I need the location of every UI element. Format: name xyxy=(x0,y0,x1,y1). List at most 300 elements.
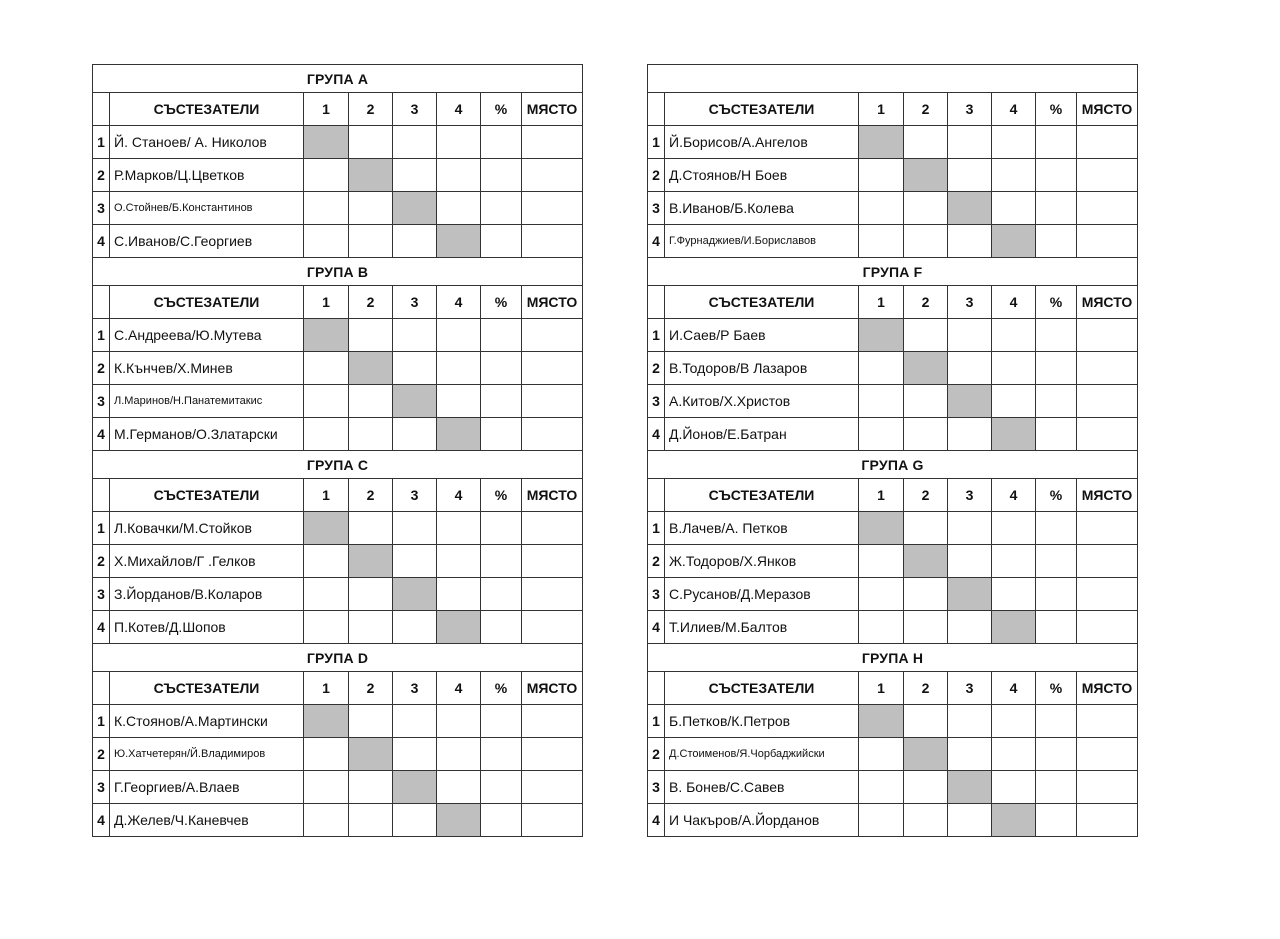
score-cell[interactable] xyxy=(393,352,437,385)
percent-cell[interactable] xyxy=(1036,352,1077,385)
place-cell[interactable] xyxy=(1077,159,1138,192)
score-cell[interactable] xyxy=(393,512,437,545)
right-groups-table xyxy=(647,64,1138,837)
percent-cell[interactable] xyxy=(1036,126,1077,159)
score-cell[interactable] xyxy=(859,738,904,771)
score-cell[interactable] xyxy=(859,611,904,644)
percent-cell[interactable] xyxy=(481,319,522,352)
player-number: 1 xyxy=(93,705,110,738)
player-name: Д.Йонов/Е.Батран xyxy=(665,418,859,451)
place-cell[interactable] xyxy=(1077,611,1138,644)
score-cell[interactable] xyxy=(349,578,393,611)
percent-cell[interactable] xyxy=(481,705,522,738)
header-col-3: 3 xyxy=(393,672,437,705)
percent-cell[interactable] xyxy=(481,385,522,418)
score-cell[interactable] xyxy=(304,418,349,451)
header-blank-cell xyxy=(648,286,665,319)
score-cell[interactable] xyxy=(393,545,437,578)
player-name: Й.Борисов/А.Ангелов xyxy=(665,126,859,159)
self-match-shaded-cell xyxy=(349,545,393,578)
score-cell[interactable] xyxy=(948,545,992,578)
score-cell[interactable] xyxy=(349,705,393,738)
place-cell[interactable] xyxy=(1077,545,1138,578)
header-competitors: СЪСТЕЗАТЕЛИ xyxy=(665,672,859,705)
group-header-row xyxy=(648,286,1138,319)
score-cell[interactable] xyxy=(437,159,481,192)
score-cell[interactable] xyxy=(904,771,948,804)
score-cell[interactable] xyxy=(393,611,437,644)
percent-cell[interactable] xyxy=(481,512,522,545)
self-match-shaded-cell xyxy=(992,418,1036,451)
header-col-2: 2 xyxy=(349,672,393,705)
right-groups-sheet xyxy=(647,64,1137,837)
score-cell[interactable] xyxy=(393,159,437,192)
self-match-shaded-cell xyxy=(859,512,904,545)
header-col-1: 1 xyxy=(304,286,349,319)
player-number: 1 xyxy=(648,705,665,738)
player-name: Л.Маринов/Н.Панатемитакис xyxy=(110,385,304,418)
self-match-shaded-cell xyxy=(304,705,349,738)
percent-cell[interactable] xyxy=(1036,578,1077,611)
score-cell[interactable] xyxy=(304,804,349,837)
header-competitors: СЪСТЕЗАТЕЛИ xyxy=(665,479,859,512)
header-col-4: 4 xyxy=(437,672,481,705)
group-title-row xyxy=(648,451,1138,479)
score-cell[interactable] xyxy=(904,319,948,352)
player-name: Д.Стоименов/Я.Чорбаджийски xyxy=(665,738,859,771)
player-number: 2 xyxy=(93,159,110,192)
header-place: МЯСТО xyxy=(1077,672,1138,705)
score-cell[interactable] xyxy=(948,126,992,159)
left-groups-table xyxy=(92,64,583,837)
score-cell[interactable] xyxy=(904,192,948,225)
place-cell[interactable] xyxy=(522,225,583,258)
player-name: Й. Станоев/ А. Николов xyxy=(110,126,304,159)
score-cell[interactable] xyxy=(437,771,481,804)
score-cell[interactable] xyxy=(992,192,1036,225)
player-number: 3 xyxy=(648,192,665,225)
score-cell[interactable] xyxy=(859,418,904,451)
player-number: 2 xyxy=(648,352,665,385)
place-cell[interactable] xyxy=(522,705,583,738)
player-number: 1 xyxy=(648,319,665,352)
score-cell[interactable] xyxy=(992,512,1036,545)
player-row xyxy=(648,225,1138,258)
score-cell[interactable] xyxy=(992,771,1036,804)
header-col-1: 1 xyxy=(304,672,349,705)
player-row xyxy=(93,545,583,578)
score-cell[interactable] xyxy=(349,771,393,804)
percent-cell[interactable] xyxy=(481,225,522,258)
header-blank-cell xyxy=(648,479,665,512)
player-name: Г.Фурнаджиев/И.Бориславов xyxy=(665,225,859,258)
self-match-shaded-cell xyxy=(948,771,992,804)
score-cell[interactable] xyxy=(904,385,948,418)
place-cell[interactable] xyxy=(1077,225,1138,258)
self-match-shaded-cell xyxy=(437,611,481,644)
score-cell[interactable] xyxy=(304,385,349,418)
group-title-row xyxy=(93,65,583,93)
header-col-1: 1 xyxy=(304,479,349,512)
score-cell[interactable] xyxy=(859,545,904,578)
score-cell[interactable] xyxy=(904,126,948,159)
percent-cell[interactable] xyxy=(481,738,522,771)
score-cell[interactable] xyxy=(859,159,904,192)
score-cell[interactable] xyxy=(948,225,992,258)
score-cell[interactable] xyxy=(859,225,904,258)
header-col-1: 1 xyxy=(304,93,349,126)
self-match-shaded-cell xyxy=(349,352,393,385)
player-number: 2 xyxy=(648,159,665,192)
self-match-shaded-cell xyxy=(393,578,437,611)
score-cell[interactable] xyxy=(304,352,349,385)
score-cell[interactable] xyxy=(393,738,437,771)
player-number: 4 xyxy=(93,611,110,644)
player-number: 2 xyxy=(93,352,110,385)
header-col-1: 1 xyxy=(859,286,904,319)
place-cell[interactable] xyxy=(522,512,583,545)
percent-cell[interactable] xyxy=(481,192,522,225)
self-match-shaded-cell xyxy=(859,126,904,159)
place-cell[interactable] xyxy=(522,545,583,578)
player-number: 3 xyxy=(93,192,110,225)
percent-cell[interactable] xyxy=(481,126,522,159)
player-name: К.Стоянов/А.Мартински xyxy=(110,705,304,738)
header-percent: % xyxy=(481,286,522,319)
header-col-2: 2 xyxy=(349,93,393,126)
player-number: 3 xyxy=(648,385,665,418)
percent-cell[interactable] xyxy=(1036,512,1077,545)
header-percent: % xyxy=(1036,479,1077,512)
header-col-2: 2 xyxy=(904,93,948,126)
player-name: В.Лачев/А. Петков xyxy=(665,512,859,545)
place-cell[interactable] xyxy=(1077,705,1138,738)
self-match-shaded-cell xyxy=(437,804,481,837)
header-col-3: 3 xyxy=(948,672,992,705)
place-cell[interactable] xyxy=(522,611,583,644)
score-cell[interactable] xyxy=(393,705,437,738)
score-cell[interactable] xyxy=(948,319,992,352)
player-number: 1 xyxy=(648,126,665,159)
group-title-row xyxy=(648,644,1138,672)
score-cell[interactable] xyxy=(948,512,992,545)
score-cell[interactable] xyxy=(304,611,349,644)
player-number: 2 xyxy=(93,545,110,578)
percent-cell[interactable] xyxy=(1036,319,1077,352)
self-match-shaded-cell xyxy=(904,159,948,192)
score-cell[interactable] xyxy=(349,418,393,451)
player-number: 3 xyxy=(93,771,110,804)
header-blank-cell xyxy=(93,93,110,126)
player-number: 4 xyxy=(648,225,665,258)
header-col-4: 4 xyxy=(992,93,1036,126)
score-cell[interactable] xyxy=(393,225,437,258)
self-match-shaded-cell xyxy=(992,804,1036,837)
score-cell[interactable] xyxy=(859,385,904,418)
percent-cell[interactable] xyxy=(481,611,522,644)
player-number: 2 xyxy=(648,738,665,771)
header-percent: % xyxy=(481,479,522,512)
player-name: Л.Ковачки/М.Стойков xyxy=(110,512,304,545)
player-name: Д.Желев/Ч.Каневчев xyxy=(110,804,304,837)
header-blank-cell xyxy=(648,672,665,705)
header-place: МЯСТО xyxy=(522,286,583,319)
percent-cell[interactable] xyxy=(1036,771,1077,804)
score-cell[interactable] xyxy=(349,385,393,418)
score-cell[interactable] xyxy=(437,192,481,225)
percent-cell[interactable] xyxy=(1036,159,1077,192)
place-cell[interactable] xyxy=(1077,738,1138,771)
place-cell[interactable] xyxy=(522,319,583,352)
percent-cell[interactable] xyxy=(481,578,522,611)
score-cell[interactable] xyxy=(437,738,481,771)
group-title-row xyxy=(648,65,1138,93)
player-number: 1 xyxy=(648,512,665,545)
player-number: 1 xyxy=(93,319,110,352)
score-cell[interactable] xyxy=(948,705,992,738)
player-name: О.Стойнев/Б.Константинов xyxy=(110,192,304,225)
place-cell[interactable] xyxy=(1077,319,1138,352)
header-competitors: СЪСТЕЗАТЕЛИ xyxy=(110,286,304,319)
score-cell[interactable] xyxy=(948,418,992,451)
place-cell[interactable] xyxy=(522,192,583,225)
header-col-3: 3 xyxy=(393,93,437,126)
self-match-shaded-cell xyxy=(393,192,437,225)
percent-cell[interactable] xyxy=(1036,545,1077,578)
place-cell[interactable] xyxy=(1077,418,1138,451)
self-match-shaded-cell xyxy=(904,352,948,385)
player-row xyxy=(93,352,583,385)
player-name: М.Германов/О.Златарски xyxy=(110,418,304,451)
player-name: Ж.Тодоров/Х.Янков xyxy=(665,545,859,578)
self-match-shaded-cell xyxy=(992,611,1036,644)
score-cell[interactable] xyxy=(437,705,481,738)
score-cell[interactable] xyxy=(304,578,349,611)
score-cell[interactable] xyxy=(304,771,349,804)
score-cell[interactable] xyxy=(859,192,904,225)
score-cell[interactable] xyxy=(349,126,393,159)
score-cell[interactable] xyxy=(349,611,393,644)
header-place: МЯСТО xyxy=(522,93,583,126)
header-competitors: СЪСТЕЗАТЕЛИ xyxy=(110,479,304,512)
player-number: 4 xyxy=(648,418,665,451)
header-percent: % xyxy=(1036,672,1077,705)
header-col-1: 1 xyxy=(859,479,904,512)
score-cell[interactable] xyxy=(992,352,1036,385)
score-cell[interactable] xyxy=(393,804,437,837)
score-cell[interactable] xyxy=(992,126,1036,159)
player-name: Г.Георгиев/А.Влаев xyxy=(110,771,304,804)
score-cell[interactable] xyxy=(304,545,349,578)
score-cell[interactable] xyxy=(393,319,437,352)
player-number: 4 xyxy=(648,804,665,837)
percent-cell[interactable] xyxy=(1036,418,1077,451)
percent-cell[interactable] xyxy=(1036,385,1077,418)
player-name: Т.Илиев/М.Балтов xyxy=(665,611,859,644)
header-col-2: 2 xyxy=(349,479,393,512)
score-cell[interactable] xyxy=(349,225,393,258)
score-cell[interactable] xyxy=(992,319,1036,352)
score-cell[interactable] xyxy=(904,225,948,258)
group-header-row xyxy=(648,672,1138,705)
place-cell[interactable] xyxy=(1077,126,1138,159)
percent-cell[interactable] xyxy=(1036,705,1077,738)
score-cell[interactable] xyxy=(304,738,349,771)
place-cell[interactable] xyxy=(522,126,583,159)
score-cell[interactable] xyxy=(437,352,481,385)
score-cell[interactable] xyxy=(904,512,948,545)
player-name: С.Русанов/Д.Меразов xyxy=(665,578,859,611)
score-cell[interactable] xyxy=(393,418,437,451)
score-cell[interactable] xyxy=(948,738,992,771)
percent-cell[interactable] xyxy=(1036,611,1077,644)
score-cell[interactable] xyxy=(948,611,992,644)
self-match-shaded-cell xyxy=(304,319,349,352)
percent-cell[interactable] xyxy=(1036,192,1077,225)
player-number: 2 xyxy=(93,738,110,771)
player-number: 4 xyxy=(93,804,110,837)
player-row xyxy=(93,385,583,418)
self-match-shaded-cell xyxy=(948,192,992,225)
percent-cell[interactable] xyxy=(481,771,522,804)
header-col-2: 2 xyxy=(904,479,948,512)
score-cell[interactable] xyxy=(304,225,349,258)
score-cell[interactable] xyxy=(349,319,393,352)
score-cell[interactable] xyxy=(904,578,948,611)
score-cell[interactable] xyxy=(904,804,948,837)
score-cell[interactable] xyxy=(437,319,481,352)
place-cell[interactable] xyxy=(1077,804,1138,837)
place-cell[interactable] xyxy=(522,578,583,611)
place-cell[interactable] xyxy=(522,352,583,385)
group-header-row xyxy=(93,672,583,705)
score-cell[interactable] xyxy=(992,738,1036,771)
header-col-3: 3 xyxy=(393,286,437,319)
player-name: С.Андреева/Ю.Мутева xyxy=(110,319,304,352)
score-cell[interactable] xyxy=(948,804,992,837)
group-title: ГРУПА Н xyxy=(648,644,1138,672)
player-row xyxy=(93,578,583,611)
header-place: МЯСТО xyxy=(1077,286,1138,319)
score-cell[interactable] xyxy=(992,705,1036,738)
self-match-shaded-cell xyxy=(304,126,349,159)
player-row xyxy=(648,611,1138,644)
score-cell[interactable] xyxy=(437,512,481,545)
score-cell[interactable] xyxy=(304,159,349,192)
percent-cell[interactable] xyxy=(481,804,522,837)
header-col-4: 4 xyxy=(992,479,1036,512)
place-cell[interactable] xyxy=(1077,192,1138,225)
header-col-3: 3 xyxy=(948,93,992,126)
player-name: Р.Марков/Ц.Цветков xyxy=(110,159,304,192)
score-cell[interactable] xyxy=(992,545,1036,578)
self-match-shaded-cell xyxy=(992,225,1036,258)
self-match-shaded-cell xyxy=(437,225,481,258)
place-cell[interactable] xyxy=(522,738,583,771)
player-name: И Чакъров/А.Йорданов xyxy=(665,804,859,837)
place-cell[interactable] xyxy=(1077,771,1138,804)
score-cell[interactable] xyxy=(859,771,904,804)
header-percent: % xyxy=(481,672,522,705)
score-cell[interactable] xyxy=(992,385,1036,418)
self-match-shaded-cell xyxy=(859,319,904,352)
score-cell[interactable] xyxy=(437,126,481,159)
header-place: МЯСТО xyxy=(1077,93,1138,126)
place-cell[interactable] xyxy=(1077,385,1138,418)
score-cell[interactable] xyxy=(304,192,349,225)
place-cell[interactable] xyxy=(522,418,583,451)
percent-cell[interactable] xyxy=(481,545,522,578)
place-cell[interactable] xyxy=(1077,578,1138,611)
score-cell[interactable] xyxy=(859,578,904,611)
header-col-2: 2 xyxy=(349,286,393,319)
score-cell[interactable] xyxy=(948,159,992,192)
place-cell[interactable] xyxy=(1077,352,1138,385)
score-cell[interactable] xyxy=(349,512,393,545)
score-cell[interactable] xyxy=(992,159,1036,192)
percent-cell[interactable] xyxy=(481,159,522,192)
score-cell[interactable] xyxy=(437,578,481,611)
player-name: Х.Михайлов/Г .Гелков xyxy=(110,545,304,578)
header-col-2: 2 xyxy=(904,286,948,319)
player-number: 4 xyxy=(93,225,110,258)
header-competitors: СЪСТЕЗАТЕЛИ xyxy=(110,672,304,705)
place-cell[interactable] xyxy=(1077,512,1138,545)
place-cell[interactable] xyxy=(522,385,583,418)
header-col-4: 4 xyxy=(992,672,1036,705)
score-cell[interactable] xyxy=(437,545,481,578)
player-row xyxy=(648,385,1138,418)
percent-cell[interactable] xyxy=(1036,804,1077,837)
score-cell[interactable] xyxy=(859,352,904,385)
score-cell[interactable] xyxy=(349,804,393,837)
score-cell[interactable] xyxy=(904,418,948,451)
group-title: ГРУПА D xyxy=(93,644,583,672)
place-cell[interactable] xyxy=(522,804,583,837)
header-blank-cell xyxy=(93,479,110,512)
score-cell[interactable] xyxy=(859,804,904,837)
header-col-4: 4 xyxy=(992,286,1036,319)
place-cell[interactable] xyxy=(522,159,583,192)
percent-cell[interactable] xyxy=(1036,738,1077,771)
score-cell[interactable] xyxy=(393,126,437,159)
player-row xyxy=(93,192,583,225)
header-col-3: 3 xyxy=(948,479,992,512)
header-col-4: 4 xyxy=(437,479,481,512)
player-number: 2 xyxy=(648,545,665,578)
self-match-shaded-cell xyxy=(948,578,992,611)
player-name: З.Йорданов/В.Коларов xyxy=(110,578,304,611)
player-row xyxy=(93,418,583,451)
percent-cell[interactable] xyxy=(1036,225,1077,258)
score-cell[interactable] xyxy=(904,705,948,738)
group-title: ГРУПА А xyxy=(93,65,583,93)
place-cell[interactable] xyxy=(522,771,583,804)
player-row xyxy=(93,771,583,804)
group-header-row xyxy=(93,93,583,126)
percent-cell[interactable] xyxy=(481,418,522,451)
score-cell[interactable] xyxy=(992,578,1036,611)
group-header-row xyxy=(648,93,1138,126)
player-row xyxy=(93,319,583,352)
player-row xyxy=(93,738,583,771)
score-cell[interactable] xyxy=(904,611,948,644)
score-cell[interactable] xyxy=(948,352,992,385)
score-cell[interactable] xyxy=(437,385,481,418)
header-place: МЯСТО xyxy=(522,479,583,512)
percent-cell[interactable] xyxy=(481,352,522,385)
score-cell[interactable] xyxy=(349,192,393,225)
